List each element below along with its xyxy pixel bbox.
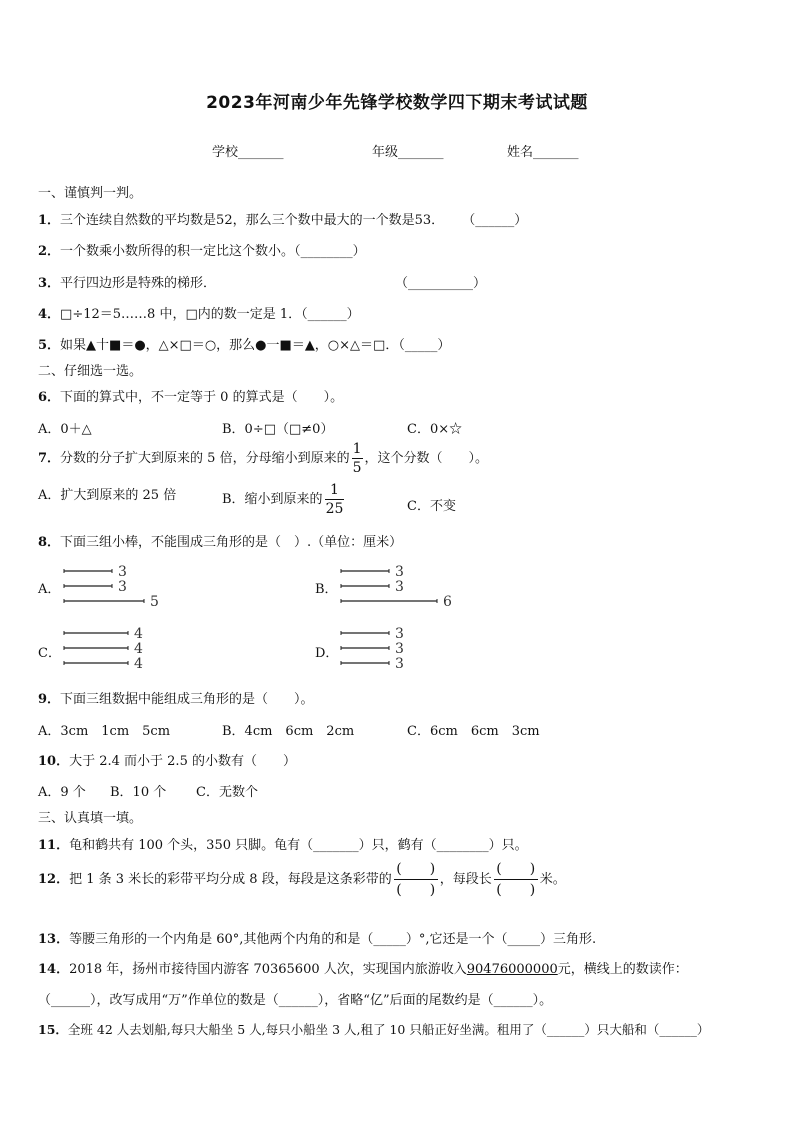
stick-length-label: 4 [134, 656, 143, 672]
stick-length-label: 3 [395, 641, 404, 657]
stick-length-label: 4 [134, 641, 143, 657]
question-text-end: 元，横线上的数读作： [557, 962, 688, 977]
fraction-blank-1[interactable] [394, 862, 438, 897]
q8-sticks-b [337, 562, 597, 612]
question-1 [38, 209, 527, 228]
question-6 [38, 386, 343, 405]
q9-option-b[interactable]: B．4cm 6cm 2cm [222, 724, 355, 739]
question-number: 3． [38, 276, 61, 291]
question-text: 下面三组小棒，不能围成三角形的是（ ）.（单位：厘米） [60, 535, 403, 550]
question-14-line-2: （______），改写成用“万”作单位的数是（______），省略“亿”后面的尾数约是（______）。 [38, 993, 553, 1008]
stick-length-label: 6 [443, 594, 452, 610]
question-5 [38, 334, 450, 353]
question-number: 15． [38, 1022, 68, 1037]
q8-sticks-d [337, 624, 597, 674]
q10-option-b[interactable]: B．10 个 [110, 785, 167, 800]
q8-label-a[interactable]: A． [38, 582, 61, 597]
question-text: 一个数乘小数所得的积一定比这个数小。 [60, 244, 295, 259]
question-number: 14． [38, 962, 70, 977]
fraction-blank-denominator[interactable]: ( ) [496, 882, 536, 898]
question-text: 三个连续自然数的平均数是52，那么三个数中最大的一个数是53． [60, 213, 445, 228]
section-heading-3: 三、认真填一填。 [38, 811, 143, 826]
question-number: 6． [38, 390, 61, 405]
answer-blank-q3[interactable]: （__________） [395, 276, 487, 291]
fraction-blank-2[interactable] [494, 862, 538, 897]
question-text: 分数的分子扩大到原来的 5 倍，分母缩小到原来的 [60, 451, 350, 466]
fraction-numerator: 1 [352, 441, 362, 457]
school-blank[interactable]: _______ [238, 145, 284, 160]
name-label: 姓名 [507, 145, 534, 160]
question-number: 8． [38, 535, 61, 550]
stick-length-label: 3 [395, 579, 404, 595]
answer-blank[interactable]: （_____） [398, 338, 451, 353]
grade-label: 年级 [372, 145, 399, 160]
question-text: □÷12＝5……8 中，□内的数一定是 1． [60, 307, 302, 322]
question-number: 11． [38, 838, 70, 853]
question-11 [38, 834, 528, 853]
answer-blank[interactable]: （______） [301, 307, 360, 322]
question-text: 等腰三角形的一个内角是 60°,其他两个内角的和是（_____）°,它还是一个（_____）三角形. [69, 932, 597, 947]
question-4 [38, 303, 360, 322]
question-number: 1． [38, 213, 61, 228]
name-field [507, 141, 579, 160]
question-7 [38, 442, 488, 475]
question-12 [38, 862, 566, 897]
q10-option-a[interactable]: A．9 个 [38, 785, 86, 800]
q7-option-c[interactable]: C．不变 [407, 499, 456, 514]
q9-option-a[interactable]: A．3cm 1cm 5cm [38, 724, 171, 739]
question-text: 全班 42 人去划船,每只大船坐 5 人,每只小船坐 3 人,租了 10 只船正好坐满。租用了（______）只大船和（______） [67, 1022, 710, 1037]
fraction-one-twentyfifth [325, 483, 345, 516]
question-text-end: ，这个分数（ ）。 [364, 451, 489, 466]
page-title: 2023年河南少年先锋学校数学四下期末考试试题 [206, 93, 588, 113]
question-8 [38, 531, 402, 550]
school-label: 学校 [212, 145, 239, 160]
stick-length-label: 3 [395, 564, 404, 580]
question-text: 把 1 条 3 米长的彩带平均分成 8 段，每段是这条彩带的 [69, 872, 392, 887]
q8-label-c[interactable]: C． [38, 646, 61, 661]
q6-option-b[interactable]: B．0÷□（□≠0） [222, 422, 334, 437]
question-number: 5． [38, 338, 61, 353]
name-blank[interactable]: _______ [533, 145, 579, 160]
stick-length-label: 4 [134, 626, 143, 642]
school-field [212, 141, 284, 160]
fraction-denominator: 5 [352, 460, 362, 476]
question-number: 7． [38, 451, 61, 466]
question-text: 如果▲十■＝●，△×□＝○，那么●一■＝▲，○×△＝□． [60, 338, 399, 353]
question-9 [38, 688, 314, 707]
question-number: 9． [38, 692, 61, 707]
question-text: 下面三组数据中能组成三角形的是（ ）。 [60, 692, 314, 707]
q7-option-a[interactable]: A．扩大到原来的 25 倍 [38, 488, 177, 503]
fraction-blank-denominator[interactable]: ( ) [396, 882, 436, 898]
q7-option-b[interactable] [222, 483, 346, 516]
answer-blank[interactable]: （________） [294, 244, 366, 259]
q8-sticks-a [60, 562, 320, 612]
question-number: 13． [38, 932, 70, 947]
stick-length-label: 5 [150, 594, 159, 610]
question-number: 10． [38, 754, 70, 769]
answer-blank[interactable]: （______） [462, 213, 528, 228]
question-text: 下面的算式中，不一定等于 0 的算式是（ ）。 [60, 390, 344, 405]
question-2 [38, 240, 366, 259]
q8-label-d[interactable]: D． [315, 646, 339, 661]
stick-length-label: 3 [395, 626, 404, 642]
question-text: 大于 2.4 而小于 2.5 的小数有（ ） [69, 754, 296, 769]
question-text-end: 米。 [539, 872, 566, 887]
q9-option-c[interactable]: C．6cm 6cm 3cm [407, 724, 540, 739]
question-14 [38, 958, 688, 977]
q10-option-c[interactable]: C．无数个 [196, 785, 258, 800]
question-10 [38, 750, 296, 769]
q6-option-c[interactable]: C．0×☆ [407, 422, 463, 437]
underlined-number: 90476000000 [466, 962, 558, 977]
question-15 [38, 1020, 709, 1038]
section-heading-2: 二、仔细选一选。 [38, 364, 143, 379]
q6-option-a[interactable]: A．0＋△ [38, 422, 92, 437]
stick-length-label: 3 [395, 656, 404, 672]
q8-sticks-c [60, 624, 320, 674]
question-text: 龟和鹤共有 100 个头，350 只脚。龟有（_______）只，鹤有（________）只。 [69, 838, 528, 853]
grade-field [372, 141, 444, 160]
section-heading-1: 一、谨慎判一判。 [38, 186, 143, 201]
question-text: 2018 年，扬州市接待国内游客 70365600 人次，实现国内旅游收入 [69, 962, 467, 977]
question-3 [38, 272, 216, 291]
grade-blank[interactable]: _______ [398, 145, 444, 160]
fraction-one-fifth [352, 442, 363, 475]
question-text-mid: ，每段长 [439, 872, 492, 887]
stick-length-label: 3 [118, 564, 127, 580]
fraction-blank-numerator[interactable]: ( ) [496, 861, 536, 877]
fraction-blank-numerator[interactable]: ( ) [396, 861, 436, 877]
q8-label-b[interactable]: B． [315, 582, 338, 597]
question-number: 4． [38, 307, 61, 322]
option-text: B．缩小到原来的 [222, 492, 323, 507]
question-text: 平行四边形是特殊的梯形． [60, 276, 217, 291]
question-number: 12． [38, 872, 70, 887]
stick-length-label: 3 [118, 579, 127, 595]
fraction-denominator: 25 [325, 501, 344, 517]
question-13 [38, 928, 596, 947]
fraction-numerator: 1 [330, 482, 339, 498]
question-number: 2． [38, 244, 61, 259]
